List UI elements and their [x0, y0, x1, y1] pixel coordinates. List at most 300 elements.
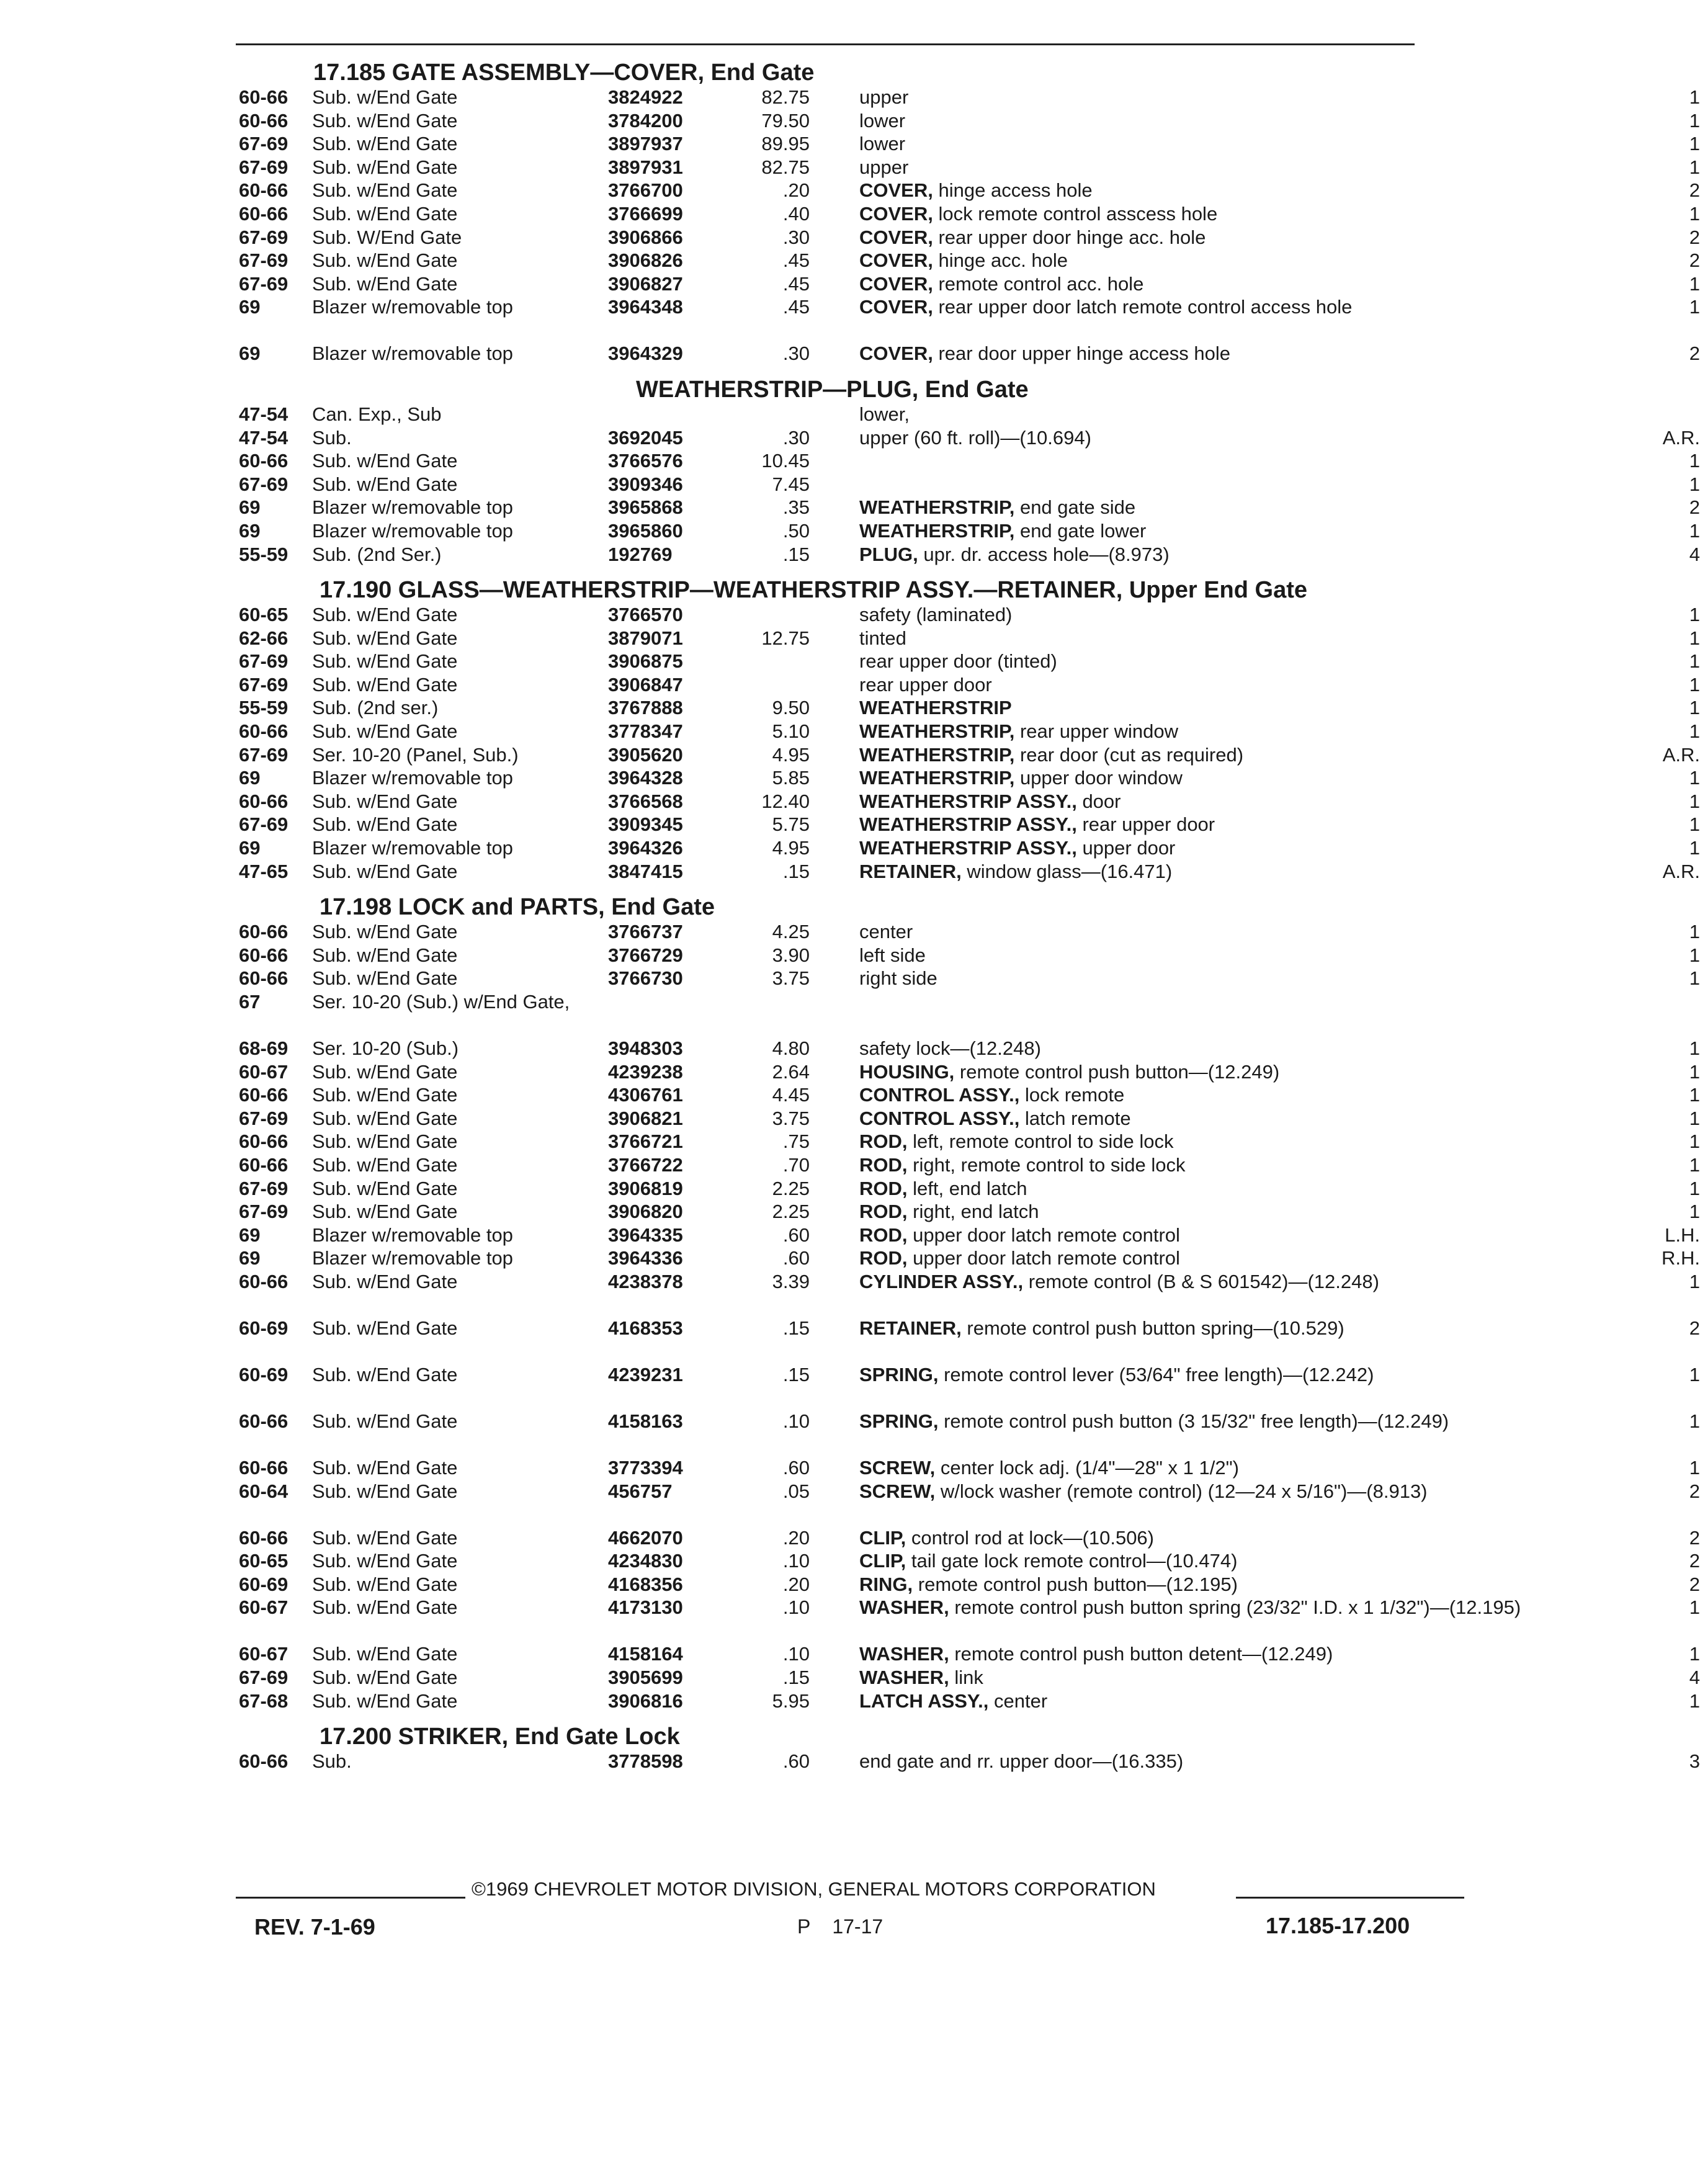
revision-date: REV. 7-1-69 [254, 1914, 375, 1940]
part-number: 192769 [608, 543, 673, 565]
description-text: end gate lower [1019, 519, 1147, 542]
application [312, 673, 588, 697]
quantity: 2 [1689, 1550, 1700, 1572]
quantity: 2 [1689, 1573, 1700, 1595]
model-years: 60-66 [239, 1410, 289, 1432]
part-number: 3905699 [608, 1666, 683, 1688]
quantity: 1 [1689, 86, 1700, 108]
list-price: .15 [782, 1317, 810, 1339]
part-row [239, 426, 1700, 450]
part-name: ROD, [859, 1130, 908, 1153]
part-row [239, 790, 1700, 813]
quantity: 1 [1689, 967, 1700, 990]
part-row [239, 202, 1700, 226]
quantity: 2 [1689, 1526, 1700, 1549]
list-price: .35 [782, 496, 810, 519]
application-text: Sub. w/End Gate [312, 720, 458, 743]
application [312, 813, 588, 836]
part-row [239, 1526, 1700, 1550]
model-years: 69 [239, 519, 261, 542]
application [312, 1200, 588, 1224]
application-text: Sub. W/End Gate [312, 226, 462, 248]
quantity: 1 [1689, 1363, 1700, 1385]
part-description [859, 1363, 1641, 1387]
application [312, 1573, 588, 1596]
list-price: 10.45 [761, 450, 810, 472]
model-years: 69 [239, 837, 261, 859]
model-years: 69 [239, 342, 261, 365]
list-price: .10 [782, 1550, 810, 1572]
application-text: Blazer w/removable top [312, 837, 513, 859]
application-text: Sub. w/End Gate [312, 944, 458, 966]
quantity: 1 [1689, 473, 1700, 495]
list-price: .45 [782, 249, 810, 272]
model-years: 60-66 [239, 921, 289, 943]
model-years: 69 [239, 1247, 261, 1269]
part-row [239, 673, 1700, 697]
application-text: Sub. w/End Gate [312, 1317, 458, 1339]
model-years: 67-69 [239, 813, 289, 836]
description-text: lock remote [1025, 1084, 1125, 1106]
part-row [239, 1083, 1700, 1107]
quantity: 1 [1689, 790, 1700, 812]
part-description [859, 860, 1641, 884]
application-text: Blazer w/removable top [312, 296, 513, 318]
list-price: 4.95 [772, 837, 810, 859]
application-text: Blazer w/removable top [312, 519, 513, 542]
description-text: center [994, 1689, 1048, 1712]
part-description [859, 342, 1641, 365]
part-name: ROD, [859, 1224, 908, 1246]
list-price: 3.90 [772, 944, 810, 966]
application [312, 743, 588, 767]
part-description [859, 496, 1641, 519]
part-description [859, 920, 1641, 944]
quantity: L.H. [1665, 1224, 1700, 1246]
part-description [859, 836, 1641, 860]
part-row [239, 1750, 1700, 1773]
part-row [239, 813, 1700, 836]
application [312, 1317, 588, 1340]
model-years: 67-69 [239, 1666, 289, 1688]
part-name: SCREW, [859, 1480, 936, 1502]
part-name: WASHER, [859, 1643, 949, 1665]
part-description [859, 1317, 1641, 1340]
application [312, 86, 588, 109]
part-description [859, 1596, 1641, 1619]
part-number: 4239238 [608, 1060, 683, 1083]
description-text: latch remote [1025, 1107, 1131, 1129]
list-price: .30 [782, 426, 810, 449]
model-years: 60-65 [239, 604, 289, 626]
part-row [239, 86, 1700, 109]
list-price: .05 [782, 1480, 810, 1502]
list-price: .15 [782, 1666, 810, 1688]
part-name: WEATHERSTRIP, [859, 743, 1015, 766]
application-text: Sub. w/End Gate [312, 1526, 458, 1549]
part-row [239, 1363, 1700, 1410]
list-price: .60 [782, 1224, 810, 1246]
part-description [859, 1153, 1641, 1177]
part-name: CLIP, [859, 1526, 906, 1549]
list-price: .20 [782, 179, 810, 202]
list-price: .60 [782, 1456, 810, 1479]
quantity: 1 [1689, 813, 1700, 836]
part-number: 3784200 [608, 109, 683, 132]
description-text: remote control push button detent—(12.249) [954, 1643, 1333, 1665]
part-row [239, 226, 1700, 249]
part-row [239, 1689, 1700, 1713]
part-description [859, 132, 1641, 156]
description-text: right, end latch [913, 1201, 1039, 1223]
part-name: WEATHERSTRIP, [859, 519, 1015, 542]
part-row [239, 944, 1700, 967]
part-name: WEATHERSTRIP ASSY., [859, 837, 1077, 859]
application [312, 1456, 588, 1480]
list-price: 4.45 [772, 1084, 810, 1106]
application [312, 109, 588, 133]
part-name: PLUG, [859, 543, 918, 565]
part-name: COVER, [859, 249, 933, 272]
section-title: WEATHERSTRIP—PLUG, End Gate [636, 376, 1029, 403]
description-text: rear door upper hinge access hole [938, 342, 1230, 365]
description-text: lower [859, 109, 906, 132]
copyright-notice: ©1969 CHEVROLET MOTOR DIVISION, GENERAL MOTORS CORPORATION [472, 1878, 1156, 1900]
description-text: upper (60 ft. roll)—(10.694) [859, 426, 1091, 449]
quantity: 1 [1689, 1410, 1700, 1432]
application-text: Sub. w/End Gate [312, 604, 458, 626]
description-text: rear upper door [859, 673, 992, 696]
list-price: .15 [782, 860, 810, 882]
application [312, 836, 588, 860]
part-description [859, 272, 1641, 296]
part-description [859, 1060, 1641, 1084]
description-text: remote control push button—(12.249) [959, 1060, 1280, 1083]
application [312, 720, 588, 743]
part-row [239, 836, 1700, 860]
part-description [859, 790, 1641, 813]
quantity: 2 [1689, 1480, 1700, 1502]
model-years: 60-66 [239, 86, 289, 108]
part-number: 3766721 [608, 1130, 683, 1153]
part-number: 3906820 [608, 1201, 683, 1223]
part-number: 3964328 [608, 767, 683, 789]
part-description [859, 603, 1641, 627]
part-description [859, 426, 1641, 450]
part-row [239, 519, 1700, 543]
quantity: 2 [1689, 496, 1700, 519]
model-years: 60-66 [239, 944, 289, 966]
application-text: Sub. w/End Gate [312, 109, 458, 132]
model-years: 60-66 [239, 1153, 289, 1176]
part-description [859, 1083, 1641, 1107]
quantity: 1 [1689, 202, 1700, 225]
application [312, 272, 588, 296]
model-years: 60-69 [239, 1363, 289, 1385]
part-number: 3847415 [608, 860, 683, 882]
application [312, 860, 588, 884]
part-number: 3766737 [608, 921, 683, 943]
application [312, 1642, 588, 1666]
quantity: 1 [1689, 1689, 1700, 1712]
part-name: COVER, [859, 226, 933, 248]
part-row [239, 650, 1700, 673]
application-text: Sub. w/End Gate [312, 1410, 458, 1432]
model-years: 47-54 [239, 426, 289, 449]
part-description [859, 1666, 1641, 1689]
application [312, 403, 588, 426]
part-number: 3773394 [608, 1456, 683, 1479]
part-name: ROD, [859, 1177, 908, 1199]
section-gap [239, 883, 1480, 894]
application-text: Sub. w/End Gate [312, 1666, 458, 1688]
application-text: Blazer w/removable top [312, 767, 513, 789]
list-price: 7.45 [772, 473, 810, 495]
part-name: CLIP, [859, 1550, 906, 1572]
application-text: Blazer w/removable top [312, 496, 513, 519]
part-row [239, 743, 1700, 767]
quantity: 1 [1689, 1037, 1700, 1059]
part-number: 3766730 [608, 967, 683, 990]
application-text: Sub. w/End Gate [312, 650, 458, 673]
application [312, 1596, 588, 1619]
application [312, 944, 588, 967]
part-description [859, 543, 1641, 566]
quantity: 1 [1689, 1643, 1700, 1665]
part-description [859, 1130, 1641, 1153]
section-gap [239, 365, 1480, 377]
description-text: end gate and rr. upper door—(16.335) [859, 1750, 1184, 1773]
application [312, 543, 588, 566]
part-row [239, 403, 1480, 426]
model-years: 67-68 [239, 1689, 289, 1712]
description-text: upper [859, 86, 909, 108]
description-text: right side [859, 967, 937, 990]
description-text: w/lock washer (remote control) (12—24 x 5/16")—(8.913) [940, 1480, 1428, 1502]
application [312, 1224, 588, 1247]
application [312, 627, 588, 650]
part-number: 4168353 [608, 1317, 683, 1339]
quantity: 1 [1689, 837, 1700, 859]
application [312, 249, 588, 272]
application-text: Sub. w/End Gate [312, 1130, 458, 1153]
quantity: 1 [1689, 627, 1700, 649]
quantity: 1 [1689, 697, 1700, 719]
part-description [859, 179, 1641, 202]
application-text: Sub. w/End Gate [312, 1480, 458, 1502]
quantity: 1 [1689, 1107, 1700, 1129]
quantity: 2 [1689, 226, 1700, 248]
list-price: 12.40 [761, 790, 810, 812]
model-years: 60-66 [239, 450, 289, 472]
part-name: COVER, [859, 272, 933, 295]
quantity: 1 [1689, 450, 1700, 472]
application-text: Sub. w/End Gate [312, 1177, 458, 1199]
part-number: 3909346 [608, 473, 683, 495]
part-number: 3909345 [608, 813, 683, 836]
application [312, 1410, 588, 1433]
part-number: 3778598 [608, 1750, 683, 1773]
part-row [239, 449, 1700, 473]
part-row [239, 860, 1700, 884]
description-text: tail gate lock remote control—(10.474) [911, 1550, 1238, 1572]
list-price: .60 [782, 1247, 810, 1269]
application-text: Sub. w/End Gate [312, 1107, 458, 1129]
list-price: 79.50 [761, 109, 810, 132]
model-years: 60-65 [239, 1550, 289, 1572]
description-text: remote control push button spring—(10.529) [967, 1317, 1344, 1339]
section-gap [239, 1712, 1480, 1724]
description-text: upper door latch remote control [913, 1247, 1180, 1269]
part-row [239, 1270, 1700, 1317]
part-description [859, 226, 1641, 249]
part-row [239, 1596, 1700, 1642]
part-row [239, 1480, 1700, 1526]
part-number: 4662070 [608, 1526, 683, 1549]
list-price: 89.95 [761, 133, 810, 155]
description-text: safety (laminated) [859, 604, 1013, 626]
model-years: 60-69 [239, 1573, 289, 1595]
part-description [859, 519, 1641, 543]
part-description [859, 1526, 1641, 1550]
list-price: 5.85 [772, 767, 810, 789]
part-row [239, 295, 1700, 342]
list-price: .10 [782, 1643, 810, 1665]
list-price: .15 [782, 1363, 810, 1385]
section-range: 17.185-17.200 [1266, 1913, 1410, 1938]
part-name: ROD, [859, 1201, 908, 1223]
part-row [239, 1224, 1700, 1247]
quantity: 1 [1689, 604, 1700, 626]
application [312, 1130, 588, 1153]
part-name: COVER, [859, 202, 933, 225]
part-number: 3766568 [608, 790, 683, 812]
application [312, 1083, 588, 1107]
part-row [239, 627, 1700, 650]
application [312, 1480, 588, 1503]
part-number: 3964326 [608, 837, 683, 859]
part-number: 3897937 [608, 133, 683, 155]
quantity: 1 [1689, 519, 1700, 542]
part-description [859, 1270, 1641, 1294]
part-row [239, 1200, 1700, 1224]
part-name: WEATHERSTRIP, [859, 720, 1015, 743]
description-text: window glass—(16.471) [967, 860, 1173, 882]
application [312, 920, 588, 944]
model-years: 47-54 [239, 403, 289, 425]
description-text: remote control (B & S 601542)—(12.248) [1028, 1270, 1379, 1292]
application [312, 449, 588, 473]
part-description [859, 720, 1641, 743]
part-description [859, 1750, 1641, 1773]
application [312, 1060, 588, 1084]
model-years: 67-69 [239, 156, 289, 178]
description-text: hinge acc. hole [938, 249, 1068, 272]
application [312, 473, 588, 496]
model-years: 47-65 [239, 860, 289, 882]
part-name: WEATHERSTRIP, [859, 767, 1015, 789]
description-text: rear door (cut as required) [1019, 743, 1244, 766]
application-text: Sub. w/End Gate [312, 813, 458, 836]
quantity: 1 [1689, 1153, 1700, 1176]
model-years: 60-66 [239, 790, 289, 812]
part-row [239, 1037, 1700, 1060]
model-years: 60-66 [239, 1750, 289, 1773]
application [312, 1153, 588, 1177]
part-number: 3906816 [608, 1689, 683, 1712]
quantity: 1 [1689, 944, 1700, 966]
quantity: 1 [1689, 921, 1700, 943]
part-description [859, 627, 1641, 650]
description-text: rear upper door hinge acc. hole [938, 226, 1206, 248]
application [312, 790, 588, 813]
description-text: lower, [859, 403, 910, 425]
part-number: 3766729 [608, 944, 683, 966]
list-price: 5.10 [772, 720, 810, 743]
description-text: remote control push button—(12.195) [918, 1573, 1238, 1595]
section-gap [239, 566, 1480, 577]
part-number: 3965860 [608, 519, 683, 542]
quantity: 1 [1689, 1456, 1700, 1479]
application [312, 1177, 588, 1201]
application-text: Blazer w/removable top [312, 342, 513, 365]
quantity: 1 [1689, 272, 1700, 295]
application [312, 1246, 588, 1270]
description-text: safety lock—(12.248) [859, 1037, 1041, 1059]
quantity: 2 [1689, 179, 1700, 202]
description-text: upper door latch remote control [913, 1224, 1180, 1246]
model-years: 69 [239, 1224, 261, 1246]
application [312, 426, 588, 450]
footer-rule-left [236, 1897, 465, 1899]
part-number: 3766570 [608, 604, 683, 626]
description-text: remote control push button spring (23/32" I.D. x 1 1/32")—(12.195) [954, 1596, 1521, 1619]
part-row [239, 766, 1700, 790]
part-name: WEATHERSTRIP ASSY., [859, 813, 1077, 836]
part-name: SCREW, [859, 1456, 936, 1479]
description-text: upper door window [1019, 767, 1183, 789]
part-description [859, 109, 1641, 133]
part-row [239, 720, 1700, 743]
part-number: 4306761 [608, 1084, 683, 1106]
part-description [859, 1480, 1641, 1503]
application-text: Sub. w/End Gate [312, 1596, 458, 1619]
part-row [239, 696, 1700, 720]
list-price: 2.25 [772, 1177, 810, 1199]
application [312, 179, 588, 202]
application-text: Sub. w/End Gate [312, 1201, 458, 1223]
quantity: 2 [1689, 1317, 1700, 1339]
part-number: 3948303 [608, 1037, 683, 1059]
part-name: CYLINDER ASSY., [859, 1270, 1024, 1292]
part-name: RING, [859, 1573, 913, 1595]
application [312, 342, 588, 365]
part-number: 3906819 [608, 1177, 683, 1199]
description-text: link [954, 1666, 983, 1688]
model-years: 69 [239, 496, 261, 519]
part-row [239, 1246, 1700, 1270]
part-description [859, 944, 1641, 967]
application [312, 696, 588, 720]
part-number: 3692045 [608, 426, 683, 449]
part-number: 3965868 [608, 496, 683, 519]
list-price: .15 [782, 543, 810, 565]
part-description [859, 1642, 1641, 1666]
application [312, 1689, 588, 1713]
quantity: 1 [1689, 156, 1700, 178]
part-description [859, 1200, 1641, 1224]
part-number: 3766700 [608, 179, 683, 202]
